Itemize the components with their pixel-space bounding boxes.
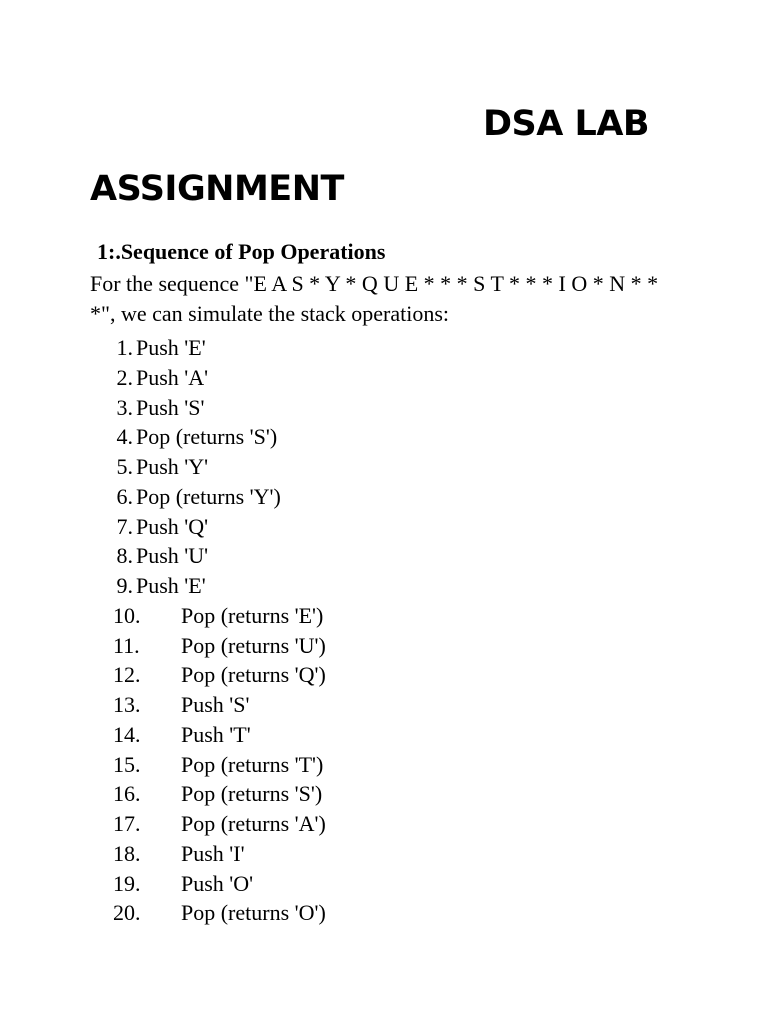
list-item-number: 17. [113, 811, 141, 836]
list-item-text: Pop (returns 'Q') [181, 662, 326, 688]
list-item-number: 16. [113, 781, 141, 807]
list-item-number: 13. [113, 692, 141, 717]
list-item-text: Pop (returns 'U') [181, 632, 326, 658]
list-item-text: Push 'S' [181, 692, 250, 717]
list-item-text: Push 'T' [181, 721, 251, 747]
document-title-line-2: ASSIGNMENT [90, 169, 344, 209]
list-item-text: Push 'A' [136, 364, 209, 390]
list-item-number: 10. [113, 602, 141, 628]
list-item-text: Push 'O' [181, 870, 254, 896]
document-title-line-1: DSA LAB [483, 104, 650, 144]
intro-paragraph: For the sequence "E A S * Y * Q U E * * * S T * * * I O * N * * *", we can simulate the stack operations: [90, 271, 659, 326]
list-item-number: 4. [116, 424, 133, 450]
list-item-number: 20. [113, 900, 141, 926]
list-item-number: 2. [116, 364, 133, 390]
list-item-number: 1. [116, 335, 133, 360]
list-item-number: 5. [116, 454, 133, 479]
list-item-text: Push 'Q' [136, 513, 209, 539]
list-item-number: 14. [113, 721, 141, 747]
list-item-number: 11. [113, 632, 140, 658]
section-heading: 1:.Sequence of Pop Operations [97, 239, 386, 264]
list-item-text: Pop (returns 'T') [181, 751, 324, 777]
list-item-text: Pop (returns 'E') [181, 602, 324, 628]
list-item-text: Pop (returns 'S') [136, 424, 278, 450]
list-item-text: Push 'I' [181, 840, 245, 866]
list-item-number: 19. [113, 870, 141, 896]
list-item-text: Pop (returns 'A') [181, 811, 326, 836]
list-item-text: Pop (returns 'Y') [136, 483, 281, 509]
list-item-number: 7. [116, 513, 133, 539]
list-item-text: Push 'U' [136, 543, 209, 569]
list-item-text: Push 'Y' [136, 454, 209, 479]
list-item-number: 6. [116, 483, 133, 509]
list-item-number: 12. [113, 662, 141, 688]
list-item-text: Pop (returns 'O') [181, 900, 326, 926]
list-item-number: 15. [113, 751, 141, 777]
list-item-text: Pop (returns 'S') [181, 781, 323, 807]
list-item-text: Push 'E' [136, 573, 206, 598]
list-item-number: 8. [116, 543, 133, 569]
list-item-number: 9. [116, 573, 133, 598]
list-item-number: 18. [113, 840, 141, 866]
list-item-text: Push 'E' [136, 335, 206, 360]
list-item-text: Push 'S' [136, 394, 205, 420]
list-item-number: 3. [116, 394, 133, 420]
